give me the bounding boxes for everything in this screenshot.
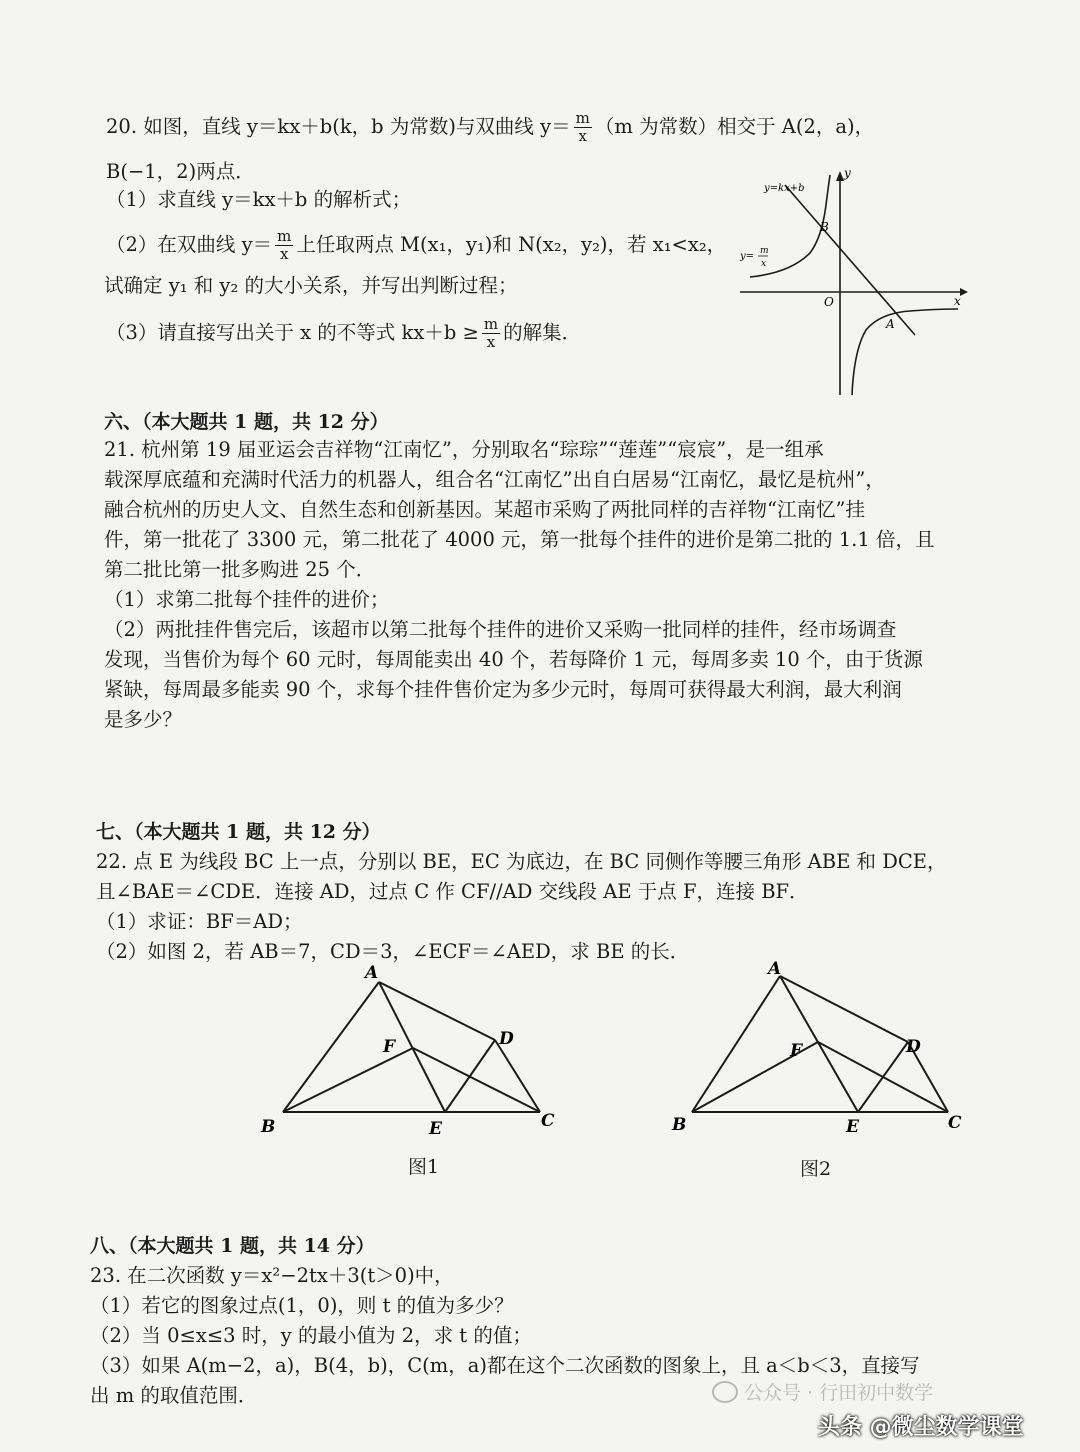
fig1-label-a: A: [365, 963, 379, 983]
fig2-label-c: C: [948, 1113, 962, 1133]
fig1-label-c: C: [541, 1111, 555, 1131]
q21-part2: （2）两批挂件售完后，该超市以第二批每个挂件的进价又采购一批同样的挂件，经市场调查: [104, 618, 897, 641]
q23-part1: （1）若它的图象过点(1，0)，则 t 的值为多少？: [90, 1294, 514, 1317]
watermark-left: 公众号 · 行田初中数学: [712, 1378, 933, 1405]
q22-line: 22. 点 E 为线段 BC 上一点，分别以 BE，EC 为底边，在 BC 同侧作等腰三角形 ABE 和 DCE，: [96, 850, 947, 873]
section-8-title: 八、（本大题共 1 题，共 14 分）: [90, 1235, 375, 1257]
fraction: $\frac{m}{x}$: [575, 109, 590, 145]
q21-line: 紧缺，每周最多能卖 90 个，求每个挂件售价定为多少元时，每周可获得最大利润，最大利润: [104, 678, 902, 701]
q21-part1: （1）求第二批每个挂件的进价；: [104, 588, 390, 611]
section-7-title: 七、（本大题共 1 题，共 12 分）: [96, 821, 381, 843]
watermark-right: 头条 @微尘数学课堂: [818, 1415, 1024, 1440]
q21-line: 件，第一批花了 3300 元，第二批花了 4000 元，第一批每个挂件的进价是第二批的 1.1 倍，且: [104, 528, 935, 551]
q22-line: 且∠BAE＝∠CDE．连接 AD，过点 C 作 CF//AD 交线段 AE 于点 F，连接 BF．: [96, 880, 809, 903]
q21-line: 载深厚底蕴和充满时代活力的机器人，组合名“江南忆”出自白居易“江南忆，最忆是杭州”，: [104, 468, 885, 491]
q21-line: 是多少？: [104, 708, 183, 731]
fraction: $\frac{m}{x}$: [483, 315, 499, 351]
fig2-label-d: D: [906, 1037, 921, 1057]
q23-line: 23. 在二次函数 y＝x²−2tx＋3(t＞0)中，: [90, 1264, 454, 1287]
q20-line2: B(−1，2)两点．: [106, 160, 255, 183]
q22-figure-1: [255, 960, 575, 1140]
q21-line: 21. 杭州第 19 届亚运会吉祥物“江南忆”，分别取名“琮琮”“莲莲”“宸宸”，是一组承: [104, 438, 824, 461]
x-axis-label: x: [954, 294, 961, 308]
fig1-label-f: F: [383, 1037, 396, 1057]
hyperbola-label-prefix: y=: [740, 251, 755, 262]
hyperbola-label-den: x: [761, 259, 767, 269]
fig2-label-e: E: [846, 1117, 859, 1137]
fraction: $\frac{m}{x}$: [277, 227, 292, 263]
q20-graph: [730, 165, 980, 400]
wechat-icon: [712, 1381, 738, 1403]
q22-figure-2: [668, 960, 978, 1140]
q22-part1: （1）求证：BF＝AD；: [96, 910, 303, 933]
y-axis-label: y: [844, 166, 851, 180]
fig2-label-b: B: [672, 1115, 687, 1135]
q20-part2: （2）在双曲线 y＝ $\frac{m}{x}$ 上任取两点 M(x₁，y₁)和 N(x₂，y₂)，若 x₁<x₂，: [106, 227, 727, 263]
q20-part3: （3）请直接写出关于 x 的不等式 kx＋b ≥ $\frac{m}{x}$ 的解集．: [106, 315, 582, 351]
fig2-label-a: A: [768, 960, 782, 979]
q23-part3: （3）如果 A(m−2，a)，B(4，b)，C(m，a)都在这个二次函数的图象上，且 a＜b＜3，直接写: [90, 1354, 920, 1377]
hyperbola-branch-right: [852, 309, 958, 395]
hyperbola-label-num: m: [760, 246, 769, 256]
q20-line1: 20. 如图，直线 y＝kx＋b(k，b 为常数)与双曲线 y＝ $\frac{m}{x}$ （m 为常数）相交于 A(2，a)，: [106, 109, 875, 145]
q21-line: 第二批比第一批多购进 25 个．: [104, 558, 376, 581]
y-axis-arrow: [836, 171, 844, 181]
line-label: y=kx+b: [764, 183, 805, 194]
point-b-label: B: [820, 220, 829, 234]
q23-part2: （2）当 0≤x≤3 时，y 的最小值为 2，求 t 的值；: [90, 1324, 532, 1347]
fig1-label-e: E: [429, 1119, 442, 1139]
point-a-label: A: [886, 317, 895, 331]
x-axis-arrow: [960, 288, 968, 296]
origin-label: O: [824, 295, 834, 309]
q20-part2-cont: 试确定 y₁ 和 y₂ 的大小关系，并写出判断过程；: [104, 274, 518, 297]
q22-part2: （2）如图 2，若 AB＝7，CD＝3，∠ECF＝∠AED，求 BE 的长．: [96, 940, 690, 963]
fig1-caption: 图1: [408, 1156, 440, 1178]
fig2-caption: 图2: [800, 1158, 832, 1180]
q23-line: 出 m 的取值范围．: [90, 1384, 258, 1407]
fig1-label-d: D: [499, 1029, 514, 1049]
q21-line: 发现，当售价为每个 60 元时，每周能卖出 40 个，若每降价 1 元，每周多卖 10 个，由于货源: [104, 648, 923, 671]
fig1-label-b: B: [261, 1117, 276, 1137]
section-6-title: 六、（本大题共 1 题，共 12 分）: [104, 411, 389, 433]
q20-part1: （1）求直线 y＝kx＋b 的解析式；: [106, 188, 412, 211]
q21-line: 融合杭州的历史人文、自然生态和创新基因。某超市采购了两批同样的吉祥物“江南忆”挂: [104, 498, 865, 521]
fig2-label-f: F: [790, 1041, 803, 1061]
